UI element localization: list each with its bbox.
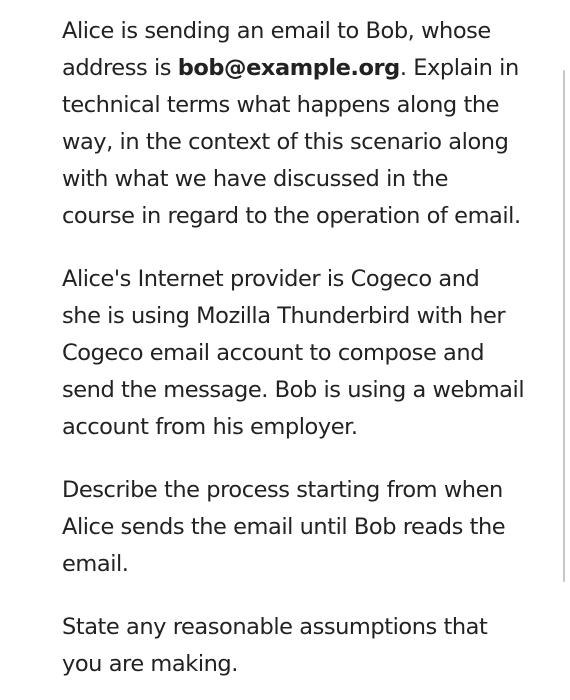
text-line: technical terms what happens along the [62, 92, 500, 118]
text-line: Alice sends the email until Bob reads the [62, 514, 506, 540]
text-line: Cogeco email account to compose and [62, 340, 485, 366]
scrollbar[interactable] [563, 70, 565, 582]
text-line: Describe the process starting from when [62, 477, 503, 503]
text-line: you are making. [62, 651, 238, 677]
text-line: email. [62, 551, 129, 577]
email-address: bob@example.org [177, 55, 400, 81]
paragraph-context [62, 261, 558, 446]
text-line: account from his employer. [62, 414, 358, 440]
text-line: course in regard to the operation of email. [62, 203, 521, 229]
text-segment: . Explain in [399, 55, 519, 81]
text-line: Alice's Internet provider is Cogeco and [62, 266, 480, 292]
question-text [62, 13, 558, 683]
text-line-with-address [62, 50, 558, 87]
text-line: Alice is sending an email to Bob, whose [62, 18, 491, 44]
paragraph-assumptions [62, 609, 558, 683]
text-line: she is using Mozilla Thunderbird with her [62, 303, 506, 329]
paragraph-scenario [62, 13, 558, 235]
text-line: with what we have discussed in the [62, 166, 448, 192]
text-line: send the message. Bob is using a webmail [62, 377, 525, 403]
paragraph-task [62, 472, 558, 583]
text-segment: address is [62, 55, 178, 81]
text-line: State any reasonable assumptions that [62, 614, 488, 640]
text-line: way, in the context of this scenario along [62, 129, 509, 155]
